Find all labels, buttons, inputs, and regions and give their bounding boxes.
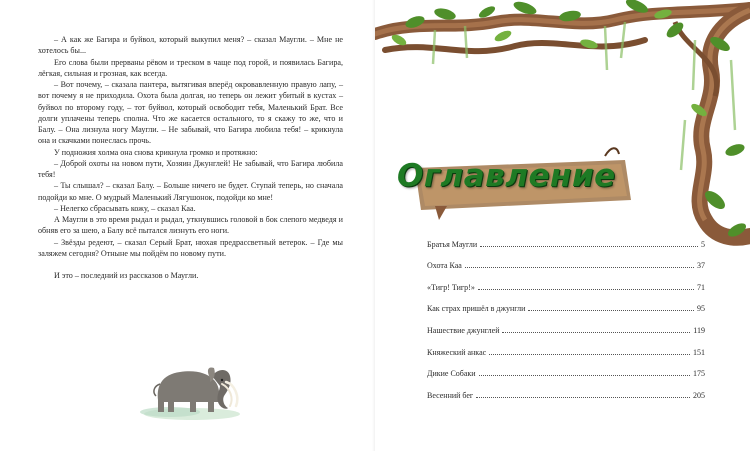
story-paragraph: Его слова были прерваны рёвом и треском в чаще под горой, и появилась Багира, лёгкая, сильная и грозная, как всегда.	[38, 57, 343, 78]
toc-leader-dots	[480, 245, 698, 247]
toc-entry-page: 205	[693, 390, 705, 400]
toc-leader-dots	[476, 396, 690, 398]
toc-entry-page: 119	[693, 325, 705, 335]
story-paragraph: – Доброй охоты на новом пути, Хозяин Джунглей! Не забывай, что Багира любила тебя!	[38, 158, 343, 179]
toc-leader-dots	[489, 353, 690, 355]
toc-entry[interactable]	[427, 227, 705, 249]
toc-entry-page: 71	[697, 282, 705, 292]
toc-entry-page: 151	[693, 347, 705, 357]
toc-entry[interactable]	[427, 378, 705, 400]
story-paragraph: А Маугли в это время рыдал и рыдал, уткнувшись головой в бок слепого медведя и обняв его за шею, а Балу всё пытался лизнуть его ноги.	[38, 215, 343, 236]
toc-entry-title: Братья Маугли	[427, 239, 478, 249]
story-paragraph: – Ты слышал? – сказал Балу. – Больше ничего не будет. Ступай теперь, но сначала подойди ко мне. О мудрый Маленький Лягушонок, подойди ко мне!	[38, 181, 343, 202]
paragraph-gap	[38, 259, 343, 270]
toc-leader-dots	[478, 288, 694, 290]
table-of-contents	[427, 227, 705, 400]
toc-leader-dots	[502, 331, 690, 333]
toc-entry-title: Охота Каа	[427, 261, 462, 271]
toc-entry-title: Весенний бег	[427, 390, 474, 400]
story-text	[38, 34, 343, 281]
story-closing: И это – последний из рассказов о Маугли.	[54, 271, 199, 280]
elephant-illustration	[130, 340, 250, 420]
story-paragraph: – Нелегко сбрасывать кожу, – сказал Каа.	[54, 203, 196, 213]
toc-entry-title: Дикие Собаки	[427, 369, 476, 379]
story-paragraph: – А как же Багира и буйвол, который выкупил меня? – сказал Маугли. – Мне не хотелось бы...	[38, 35, 343, 56]
toc-entry[interactable]	[427, 292, 705, 314]
toc-leader-dots	[528, 309, 694, 311]
toc-title: Оглавление	[397, 158, 616, 194]
toc-leader-dots	[465, 266, 694, 268]
toc-leader-dots	[479, 374, 690, 376]
story-paragraph: – Вот почему, – сказала пантера, вытягивая вперёд окровавленную правую лапу, – вот почему я не приходила. Охота была долгая, но теперь он лежит убитый в кустах – буйвол по второму году, – тот буйвол, который освободит тебя, Маленький Брат. Все долги уплачены теперь сполна. Что же касается остального, то я скажу то же, что и Балу. – Она лизнула ногу Маугли. – Не забывай, что Багира любила тебя! – крикнула она и скачками понеслась прочь.	[38, 80, 343, 146]
toc-entry-page: 95	[697, 304, 705, 314]
story-paragraph: – Звёзды редеют, – сказал Серый Брат, нюхая предрассветный ветерок. – Где мы заляжем сегодня? Отныне мы пойдём по новому пути.	[38, 237, 343, 258]
story-paragraph: У подножия холма она снова крикнула громко и протяжно:	[54, 147, 258, 157]
toc-entry-page: 175	[693, 369, 705, 379]
toc-entry[interactable]	[427, 357, 705, 379]
toc-entry-title: Как страх пришёл в джунгли	[427, 304, 526, 314]
toc-entry-page: 5	[701, 239, 705, 249]
toc-entry-title: Нашествие джунглей	[427, 325, 500, 335]
toc-entry[interactable]	[427, 270, 705, 292]
toc-entry-page: 37	[697, 261, 705, 271]
toc-entry[interactable]	[427, 249, 705, 271]
right-page	[375, 0, 750, 451]
toc-entry-title: Княжеский анкас	[427, 347, 487, 357]
toc-entry-title: «Тигр! Тигр!»	[427, 282, 475, 292]
jungle-vines-illustration	[375, 0, 750, 260]
toc-entry[interactable]	[427, 313, 705, 335]
toc-entry[interactable]	[427, 335, 705, 357]
